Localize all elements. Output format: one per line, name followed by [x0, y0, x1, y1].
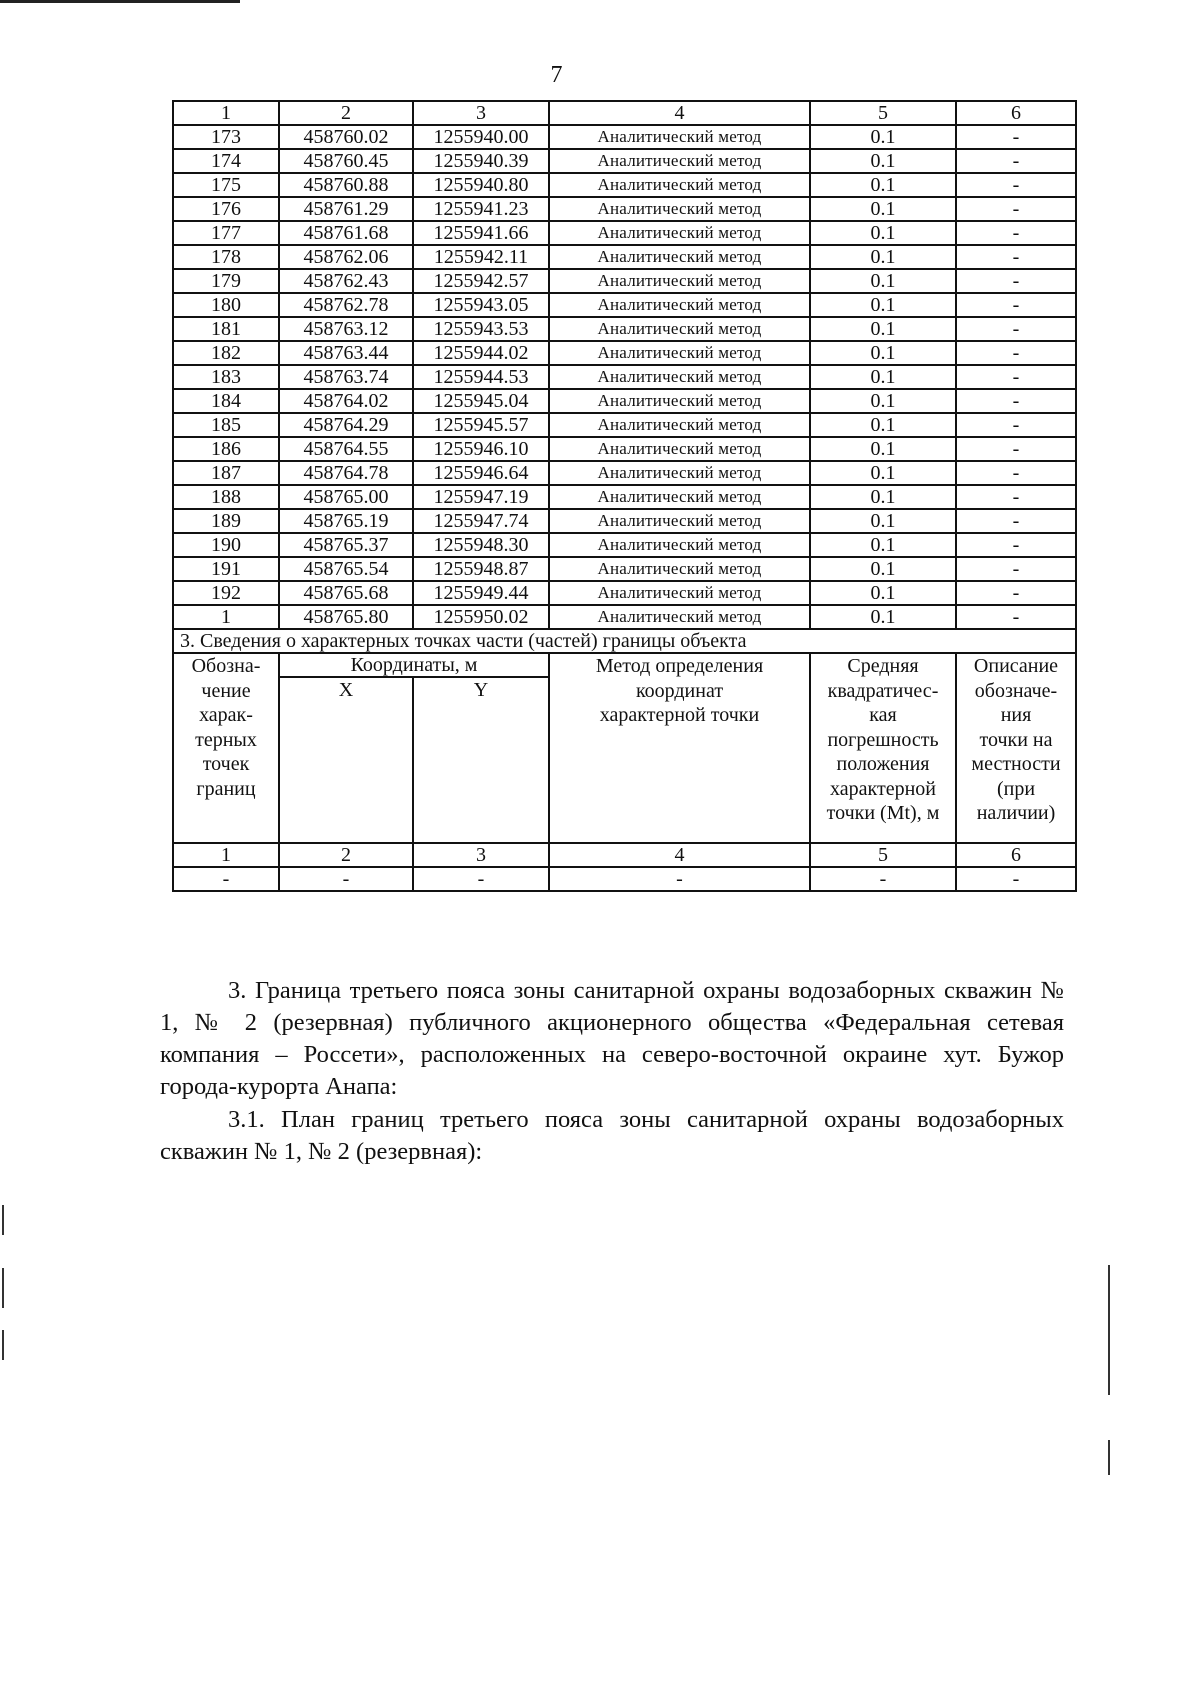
- mt-error: 0.1: [810, 557, 956, 581]
- column-number-row: [173, 101, 1076, 125]
- coordinates-table: [172, 100, 1077, 892]
- table-row: [173, 605, 1076, 629]
- table-row: [173, 245, 1076, 269]
- x-coordinate: 458764.02: [279, 389, 413, 413]
- y-coordinate: 1255943.05: [413, 293, 549, 317]
- point-number: 187: [173, 461, 279, 485]
- table-row: [173, 293, 1076, 317]
- table-row: [173, 389, 1076, 413]
- description: -: [956, 221, 1076, 245]
- x-coordinate: 458765.80: [279, 605, 413, 629]
- mt-error: 0.1: [810, 341, 956, 365]
- method: Аналитический метод: [549, 341, 810, 365]
- y-coordinate: 1255940.00: [413, 125, 549, 149]
- point-number: 189: [173, 509, 279, 533]
- point-number: 184: [173, 389, 279, 413]
- column-number: 4: [549, 843, 810, 867]
- paragraph-3: 3. Граница третьего пояса зоны санитарной охраны водозаборных скважин № 1, № 2 (резервная) публичного акционерного общества «Федеральная сетевая компания – Россети», расположенных на северо-восточной окраине хут. Бужор города-курорта Анапа:: [160, 977, 1064, 1100]
- page-number: 7: [550, 62, 563, 88]
- table-row: [173, 581, 1076, 605]
- header-coordinates: Координаты, м: [279, 653, 549, 677]
- column-number: 1: [173, 101, 279, 125]
- empty-cell: -: [413, 867, 549, 891]
- x-coordinate: 458763.74: [279, 365, 413, 389]
- y-coordinate: 1255941.66: [413, 221, 549, 245]
- mt-error: 0.1: [810, 365, 956, 389]
- x-coordinate: 458764.29: [279, 413, 413, 437]
- column-number: 3: [413, 843, 549, 867]
- description: -: [956, 461, 1076, 485]
- empty-cell: -: [279, 867, 413, 891]
- method: Аналитический метод: [549, 437, 810, 461]
- table-row: [173, 485, 1076, 509]
- point-number: 183: [173, 365, 279, 389]
- table-row: [173, 149, 1076, 173]
- table-row: [173, 317, 1076, 341]
- method: Аналитический метод: [549, 173, 810, 197]
- x-coordinate: 458765.37: [279, 533, 413, 557]
- y-coordinate: 1255940.39: [413, 149, 549, 173]
- mt-error: 0.1: [810, 533, 956, 557]
- description: -: [956, 413, 1076, 437]
- y-coordinate: 1255945.57: [413, 413, 549, 437]
- method: Аналитический метод: [549, 605, 810, 629]
- description: -: [956, 437, 1076, 461]
- table-row: [173, 437, 1076, 461]
- column-number: 5: [810, 101, 956, 125]
- point-number: 182: [173, 341, 279, 365]
- y-coordinate: 1255942.57: [413, 269, 549, 293]
- header-method: Метод определения координат характерной точки: [549, 653, 810, 843]
- header-y: Y: [413, 677, 549, 843]
- header-mt: Средняя квадратичес- кая погрешность положения характерной точки (Mt), м: [810, 653, 956, 843]
- section3-empty-row: [173, 867, 1076, 891]
- method: Аналитический метод: [549, 245, 810, 269]
- method: Аналитический метод: [549, 365, 810, 389]
- y-coordinate: 1255944.02: [413, 341, 549, 365]
- point-number: 173: [173, 125, 279, 149]
- section3-title-row: [173, 629, 1076, 653]
- point-number: 179: [173, 269, 279, 293]
- header-description: Описание обозначе- ния точки на местности (при наличии): [956, 653, 1076, 843]
- table-row: [173, 365, 1076, 389]
- table-row: [173, 197, 1076, 221]
- description: -: [956, 533, 1076, 557]
- table-row: [173, 125, 1076, 149]
- point-number: 1: [173, 605, 279, 629]
- method: Аналитический метод: [549, 533, 810, 557]
- table-row: [173, 461, 1076, 485]
- description: -: [956, 365, 1076, 389]
- point-number: 186: [173, 437, 279, 461]
- empty-cell: -: [810, 867, 956, 891]
- table-row: [173, 341, 1076, 365]
- section3-header-row: [173, 653, 1076, 677]
- table-row: [173, 269, 1076, 293]
- scan-artifact-mark: [1108, 1440, 1110, 1475]
- point-number: 177: [173, 221, 279, 245]
- mt-error: 0.1: [810, 173, 956, 197]
- scan-artifact-mark: [1108, 1265, 1110, 1395]
- description: -: [956, 149, 1076, 173]
- scan-artifact-line: [0, 0, 240, 3]
- mt-error: 0.1: [810, 245, 956, 269]
- mt-error: 0.1: [810, 581, 956, 605]
- y-coordinate: 1255940.80: [413, 173, 549, 197]
- method: Аналитический метод: [549, 461, 810, 485]
- mt-error: 0.1: [810, 293, 956, 317]
- x-coordinate: 458761.68: [279, 221, 413, 245]
- description: -: [956, 341, 1076, 365]
- method: Аналитический метод: [549, 317, 810, 341]
- x-coordinate: 458763.12: [279, 317, 413, 341]
- point-number: 185: [173, 413, 279, 437]
- method: Аналитический метод: [549, 581, 810, 605]
- mt-error: 0.1: [810, 413, 956, 437]
- column-number: 4: [549, 101, 810, 125]
- table-row: [173, 557, 1076, 581]
- mt-error: 0.1: [810, 269, 956, 293]
- method: Аналитический метод: [549, 557, 810, 581]
- mt-error: 0.1: [810, 317, 956, 341]
- point-number: 180: [173, 293, 279, 317]
- description: -: [956, 293, 1076, 317]
- x-coordinate: 458765.19: [279, 509, 413, 533]
- y-coordinate: 1255944.53: [413, 365, 549, 389]
- method: Аналитический метод: [549, 389, 810, 413]
- point-number: 176: [173, 197, 279, 221]
- mt-error: 0.1: [810, 509, 956, 533]
- method: Аналитический метод: [549, 149, 810, 173]
- method: Аналитический метод: [549, 125, 810, 149]
- y-coordinate: 1255948.87: [413, 557, 549, 581]
- y-coordinate: 1255941.23: [413, 197, 549, 221]
- description: -: [956, 389, 1076, 413]
- description: -: [956, 125, 1076, 149]
- description: -: [956, 173, 1076, 197]
- section3-column-number-row: [173, 843, 1076, 867]
- point-number: 191: [173, 557, 279, 581]
- y-coordinate: 1255945.04: [413, 389, 549, 413]
- description: -: [956, 245, 1076, 269]
- y-coordinate: 1255948.30: [413, 533, 549, 557]
- method: Аналитический метод: [549, 413, 810, 437]
- description: -: [956, 269, 1076, 293]
- section3-title: 3. Сведения о характерных точках части (частей) границы объекта: [173, 629, 1076, 653]
- point-number: 188: [173, 485, 279, 509]
- column-number: 2: [279, 843, 413, 867]
- y-coordinate: 1255943.53: [413, 317, 549, 341]
- method: Аналитический метод: [549, 197, 810, 221]
- mt-error: 0.1: [810, 221, 956, 245]
- x-coordinate: 458764.55: [279, 437, 413, 461]
- x-coordinate: 458765.00: [279, 485, 413, 509]
- x-coordinate: 458762.78: [279, 293, 413, 317]
- y-coordinate: 1255942.11: [413, 245, 549, 269]
- column-number: 3: [413, 101, 549, 125]
- mt-error: 0.1: [810, 197, 956, 221]
- mt-error: 0.1: [810, 437, 956, 461]
- x-coordinate: 458765.68: [279, 581, 413, 605]
- y-coordinate: 1255949.44: [413, 581, 549, 605]
- paragraph-3-1: 3.1. План границ третьего пояса зоны санитарной охраны водозаборных скважин № 1, № 2 (резервная):: [160, 1106, 1064, 1165]
- x-coordinate: 458761.29: [279, 197, 413, 221]
- header-x: X: [279, 677, 413, 843]
- table-row: [173, 533, 1076, 557]
- table-row: [173, 173, 1076, 197]
- column-number: 5: [810, 843, 956, 867]
- mt-error: 0.1: [810, 485, 956, 509]
- mt-error: 0.1: [810, 389, 956, 413]
- description: -: [956, 317, 1076, 341]
- mt-error: 0.1: [810, 605, 956, 629]
- mt-error: 0.1: [810, 125, 956, 149]
- x-coordinate: 458760.88: [279, 173, 413, 197]
- table-row: [173, 413, 1076, 437]
- x-coordinate: 458760.02: [279, 125, 413, 149]
- method: Аналитический метод: [549, 509, 810, 533]
- scan-artifact-mark: [2, 1330, 4, 1360]
- method: Аналитический метод: [549, 269, 810, 293]
- scan-artifact-mark: [2, 1268, 4, 1308]
- point-number: 174: [173, 149, 279, 173]
- point-number: 190: [173, 533, 279, 557]
- y-coordinate: 1255946.10: [413, 437, 549, 461]
- y-coordinate: 1255947.74: [413, 509, 549, 533]
- column-number: 6: [956, 101, 1076, 125]
- point-number: 192: [173, 581, 279, 605]
- y-coordinate: 1255950.02: [413, 605, 549, 629]
- column-number: 1: [173, 843, 279, 867]
- mt-error: 0.1: [810, 149, 956, 173]
- column-number: 6: [956, 843, 1076, 867]
- point-number: 178: [173, 245, 279, 269]
- empty-cell: -: [549, 867, 810, 891]
- header-designation: Обозна- чение харак- терных точек границ: [173, 653, 279, 843]
- mt-error: 0.1: [810, 461, 956, 485]
- x-coordinate: 458764.78: [279, 461, 413, 485]
- x-coordinate: 458765.54: [279, 557, 413, 581]
- x-coordinate: 458760.45: [279, 149, 413, 173]
- description: -: [956, 509, 1076, 533]
- table-row: [173, 221, 1076, 245]
- method: Аналитический метод: [549, 293, 810, 317]
- scan-artifact-mark: [2, 1205, 4, 1235]
- empty-cell: -: [173, 867, 279, 891]
- x-coordinate: 458762.06: [279, 245, 413, 269]
- description: -: [956, 581, 1076, 605]
- column-number: 2: [279, 101, 413, 125]
- description: -: [956, 197, 1076, 221]
- method: Аналитический метод: [549, 485, 810, 509]
- method: Аналитический метод: [549, 221, 810, 245]
- description: -: [956, 485, 1076, 509]
- point-number: 181: [173, 317, 279, 341]
- table-row: [173, 509, 1076, 533]
- y-coordinate: 1255947.19: [413, 485, 549, 509]
- description: -: [956, 605, 1076, 629]
- point-number: 175: [173, 173, 279, 197]
- x-coordinate: 458762.43: [279, 269, 413, 293]
- description: -: [956, 557, 1076, 581]
- x-coordinate: 458763.44: [279, 341, 413, 365]
- y-coordinate: 1255946.64: [413, 461, 549, 485]
- empty-cell: -: [956, 867, 1076, 891]
